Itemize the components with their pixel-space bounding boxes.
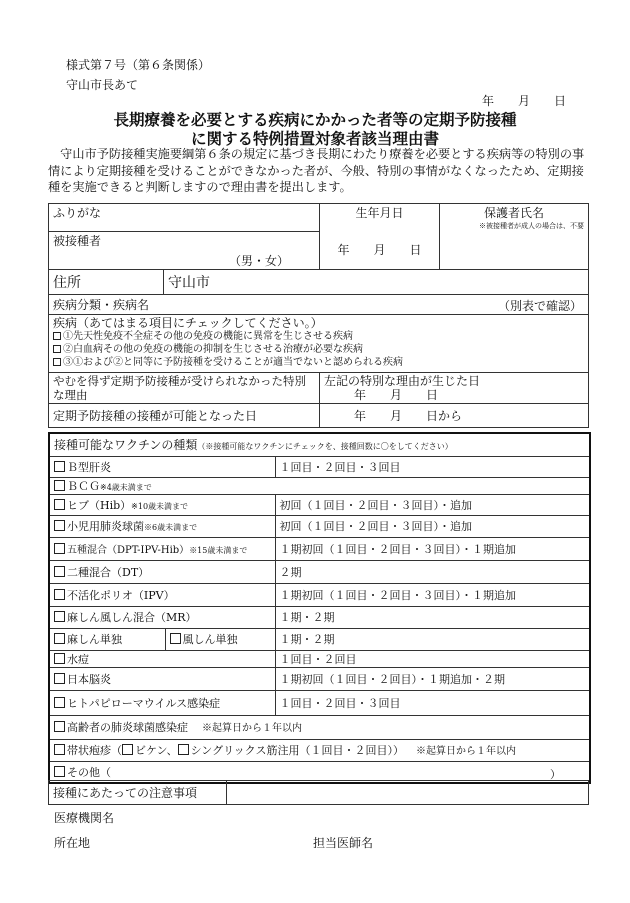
intro-paragraph: 守山市予防接種実施要綱第６条の規定に基づき長期にわたり療養を必要とする疾病等の特別の事情により定期接種を受けることができなかった者が、今般、特別の事情がなくなったため、定期接種を実施できると判断しますので理由書を提出します。 <box>48 147 585 194</box>
vaccine-doses[interactable]: １期初回（１回目・２回目）・１期追加・２期 <box>275 667 590 690</box>
vaccine-doses[interactable]: １期・２期 <box>275 606 590 628</box>
guardian-header <box>440 204 589 232</box>
disease-class-label: 疾病分類・疾病名 <box>53 297 150 312</box>
checkbox-icon[interactable] <box>54 499 65 510</box>
vaccine-doses[interactable]: １回目・２回目 <box>275 650 590 667</box>
vaccine-table <box>48 432 591 784</box>
vaccine-heading-note: （※接種可能なワクチンにチェックを、接種回数に〇をしてください） <box>197 442 453 452</box>
vaccine-doses[interactable]: １期初回（１回目・２回目・３回目）・１期追加 <box>275 537 590 560</box>
vaccine-doses[interactable]: １回目・２回目・３回目 <box>275 690 590 715</box>
possible-date-value: 年 月 日から <box>354 408 463 423</box>
birthdate-value: 年 月 日 <box>337 243 422 258</box>
vaccine-row[interactable]: 不活化ポリオ（IPV） <box>49 583 275 606</box>
address-cell[interactable] <box>164 269 589 294</box>
address-value: 守山市 <box>168 274 210 291</box>
vaccine-doses[interactable]: １期・２期 <box>275 628 590 650</box>
vaccine-row[interactable]: 麻しん単独 <box>49 628 165 650</box>
checkbox-icon <box>53 358 61 366</box>
notes-table <box>48 780 589 805</box>
reason-date-value: 年 月 日 <box>354 387 439 402</box>
doctor-name-label: 担当医師名 <box>313 836 374 850</box>
vaccine-row[interactable]: ＢＣＧ※4歳未満まで <box>49 477 590 494</box>
possible-date-cell[interactable] <box>320 403 589 427</box>
vaccine-doses[interactable]: 初回（１回目・２回目・３回目）・追加 <box>275 494 590 515</box>
checkbox-icon[interactable] <box>54 697 65 708</box>
checkbox-icon[interactable] <box>54 673 65 684</box>
vaccine-heading-cell <box>49 433 590 456</box>
disease-cell <box>49 314 589 372</box>
form-title-line2: に関する特例措置対象者該当理由書 <box>190 129 439 148</box>
checkbox-icon[interactable] <box>54 766 65 777</box>
sex-selector[interactable]: （男・女） <box>229 253 290 268</box>
vaccine-heading: 接種可能なワクチンの種類 <box>54 438 198 453</box>
vaccine-doses[interactable]: 初回（１回目・２回目・３回目）・追加 <box>275 515 590 537</box>
checkbox-icon[interactable] <box>54 520 65 531</box>
disease-class-cell[interactable] <box>49 294 589 314</box>
vaccine-row[interactable]: Ｂ型肝炎 <box>49 456 275 477</box>
checkbox-icon[interactable] <box>54 589 65 600</box>
vaccine-doses[interactable]: ２期 <box>275 560 590 583</box>
vaccine-row-zoster[interactable]: 帯状疱疹（ ビケン、 シングリックス筋注用（１回目・２回目）） ※起算日から１年以内 <box>49 739 590 761</box>
person-info-table <box>48 203 589 428</box>
vaccine-row[interactable]: 五種混合（DPT-IPV-Hib）※15歳未満まで <box>49 537 275 560</box>
disease-class-note: （別表で確認） <box>498 298 583 313</box>
notes-label: 接種にあたっての注意事項 <box>49 781 227 805</box>
submission-date: 年 月 日 <box>482 94 567 108</box>
checkbox-icon[interactable] <box>54 653 65 664</box>
name-cell[interactable] <box>49 231 320 269</box>
birthdate-cell[interactable] <box>320 231 440 269</box>
notes-field[interactable] <box>227 781 589 805</box>
addressee: 守山市長あて <box>66 78 139 92</box>
vaccine-row[interactable]: 水痘 <box>49 650 275 667</box>
birthdate-header: 生年月日 <box>320 204 440 232</box>
checkbox-icon[interactable] <box>54 744 65 755</box>
vaccine-row[interactable]: ヒブ（Hib）※10歳未満まで <box>49 494 275 515</box>
vaccine-row[interactable]: 小児用肺炎球菌※6歳未満まで <box>49 515 275 537</box>
vaccine-doses[interactable]: １期初回（１回目・２回目・３回目）・１期追加 <box>275 583 590 606</box>
checkbox-icon[interactable] <box>178 744 189 755</box>
disease-option-2[interactable]: ②白血病その他の免疫の機能の抑制を生じさせる治療が必要な疾病 <box>53 343 584 356</box>
vaccine-row-elderly[interactable]: 高齢者の肺炎球菌感染症 ※起算日から１年以内 <box>49 715 590 739</box>
vaccine-row[interactable]: ヒトパピローマウイルス感染症 <box>49 690 275 715</box>
checkbox-icon <box>53 332 61 340</box>
form-number: 様式第７号（第６条関係） <box>66 58 211 72</box>
name-label: 被接種者 <box>53 233 102 248</box>
guardian-name-cell[interactable] <box>440 231 589 269</box>
vaccine-row[interactable]: 日本脳炎 <box>49 667 275 690</box>
vaccine-row[interactable]: 麻しん風しん混合（MR） <box>49 606 275 628</box>
reason-cell[interactable] <box>49 372 320 403</box>
reason-date-cell[interactable] <box>320 372 589 403</box>
furigana-label: ふりがな <box>53 206 102 220</box>
disease-option-3[interactable]: ③①および②と同等に予防接種を受けることが適当でないと認められる疾病 <box>53 356 584 369</box>
checkbox-icon[interactable] <box>54 461 65 472</box>
clinic-name-label: 医療機関名 <box>54 811 115 825</box>
checkbox-icon <box>53 345 61 353</box>
checkbox-icon[interactable] <box>122 744 133 755</box>
reason-date-label: 左記の特別な理由が生じた日 <box>324 373 481 388</box>
vaccine-row-other[interactable]: その他（ ） <box>49 761 590 783</box>
disease-option-1[interactable]: ①先天性免疫不全症その他の免疫の機能に異常を生じさせる疾病 <box>53 330 584 343</box>
form-title-line1: 長期療養を必要とする疾病にかかった者等の定期予防接種 <box>113 110 517 129</box>
guardian-note: ※被接種者が成人の場合は、不要 <box>479 222 585 230</box>
address-label: 住所 <box>49 269 164 294</box>
checkbox-icon[interactable] <box>170 633 181 644</box>
checkbox-icon[interactable] <box>54 611 65 622</box>
clinic-location-label: 所在地 <box>54 836 91 850</box>
reason-label: やむを得ず定期予防接種が受けられなかった特別な理由 <box>53 373 306 402</box>
checkbox-icon[interactable] <box>54 480 65 491</box>
checkbox-icon[interactable] <box>54 566 65 577</box>
checkbox-icon[interactable] <box>54 633 65 644</box>
vaccine-row[interactable]: 風しん単独 <box>165 628 275 650</box>
checkbox-icon[interactable] <box>54 721 65 732</box>
vaccine-doses[interactable]: １回目・２回目・３回目 <box>275 456 590 477</box>
checkbox-icon[interactable] <box>54 543 65 554</box>
guardian-label: 保護者氏名 <box>484 206 545 220</box>
furigana-cell[interactable] <box>49 204 320 232</box>
possible-date-label: 定期予防接種の接種が可能となった日 <box>49 403 320 427</box>
vaccine-row[interactable]: 二種混合（DT） <box>49 560 275 583</box>
disease-heading: 疾病（あてはまる項目にチェックしてください。） <box>53 315 323 330</box>
